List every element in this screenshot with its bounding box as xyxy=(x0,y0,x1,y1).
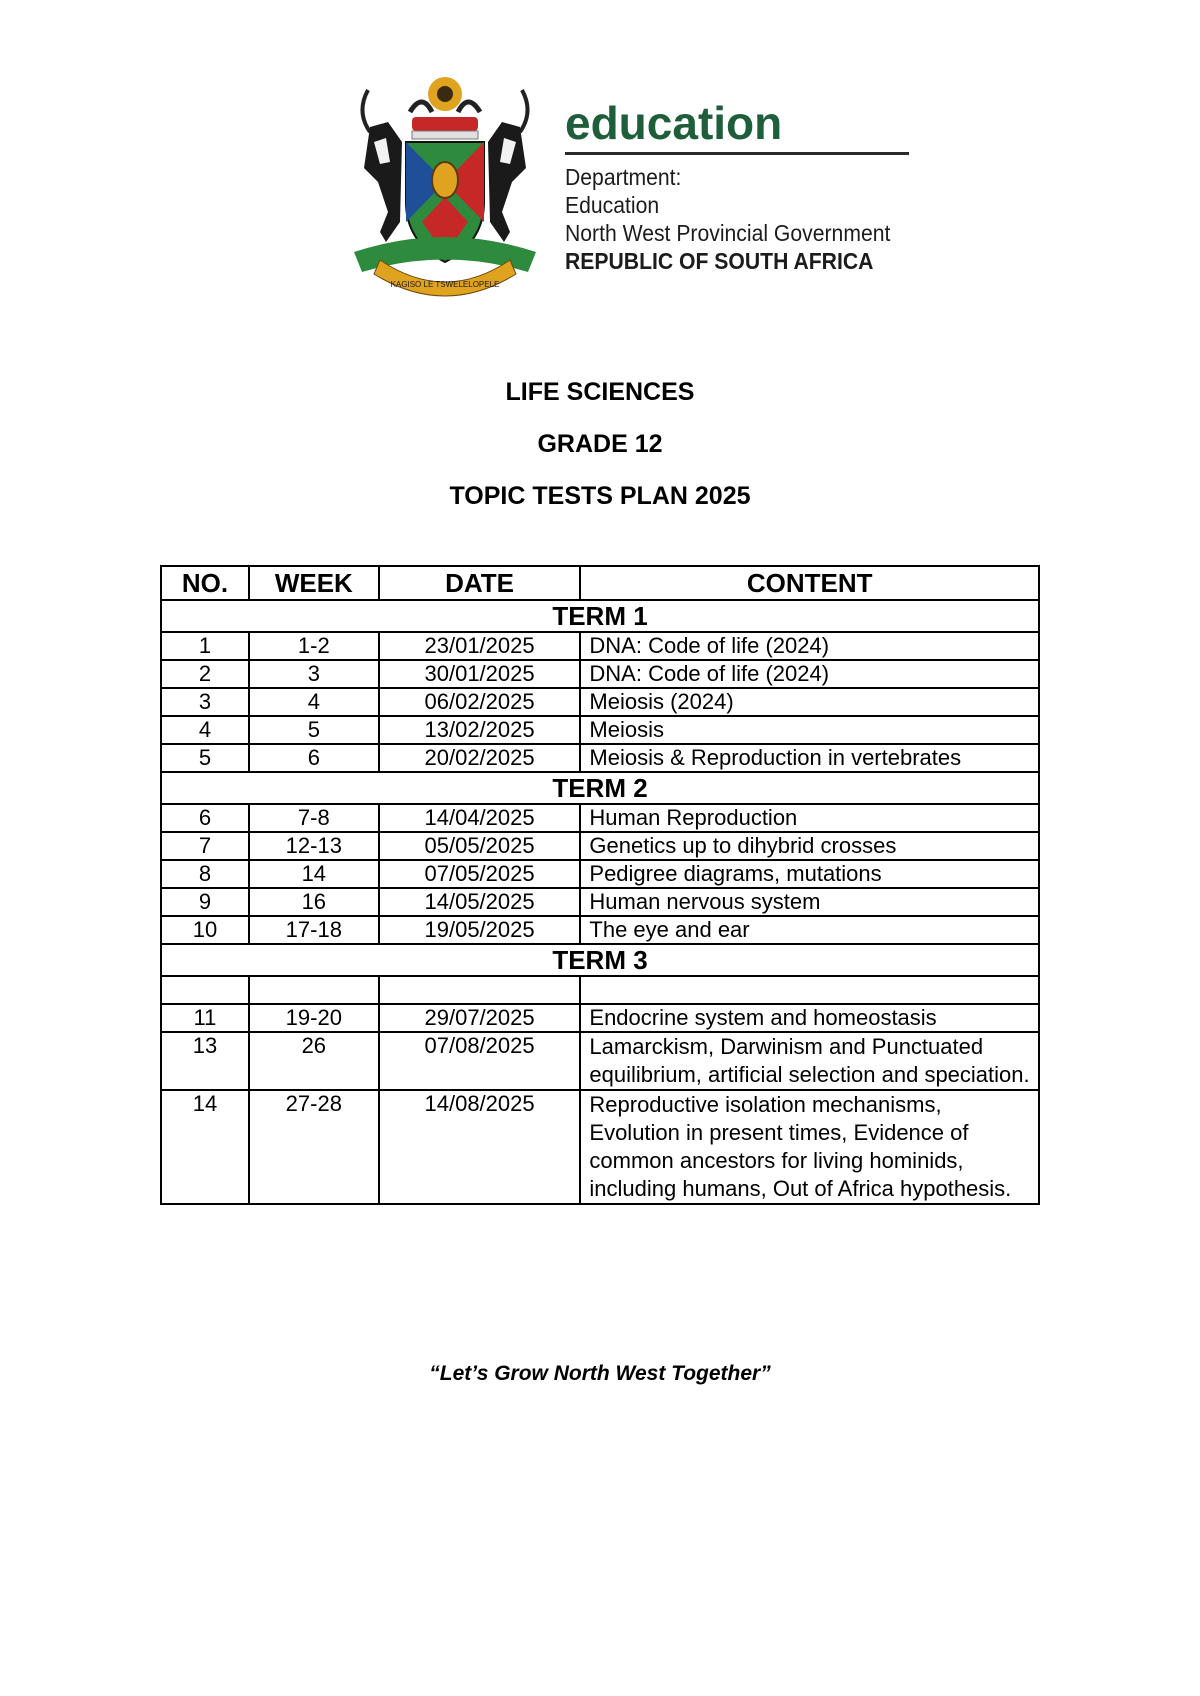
coat-of-arms-logo xyxy=(340,72,550,302)
department-label: Department: xyxy=(565,164,682,190)
table-row xyxy=(161,804,1039,832)
cell-date: 07/08/2025 xyxy=(379,1032,581,1090)
subject-title: LIFE SCIENCES xyxy=(505,378,695,406)
cell-no: 9 xyxy=(161,888,249,916)
cell-content: Endocrine system and homeostasis xyxy=(580,1004,1039,1032)
term-row xyxy=(161,600,1039,632)
document-titles xyxy=(0,366,1200,522)
table-row xyxy=(161,888,1039,916)
cell-no: 10 xyxy=(161,916,249,944)
table-row xyxy=(161,688,1039,716)
cell-content: Meiosis (2024) xyxy=(580,688,1039,716)
cell-date xyxy=(379,976,581,1004)
cell-week: 16 xyxy=(249,888,379,916)
table-header-row xyxy=(161,566,1039,600)
cell-no: 3 xyxy=(161,688,249,716)
cell-no: 6 xyxy=(161,804,249,832)
cell-content: Human Reproduction xyxy=(580,804,1039,832)
cell-content: Genetics up to dihybrid crosses xyxy=(580,832,1039,860)
cell-week xyxy=(249,976,379,1004)
cell-no xyxy=(161,976,249,1004)
cell-content: Lamarckism, Darwinism and Punctuated equilibrium, artificial selection and speciation. xyxy=(580,1032,1039,1090)
column-header-date: DATE xyxy=(379,566,581,600)
cell-date: 19/05/2025 xyxy=(379,916,581,944)
cell-no: 14 xyxy=(161,1090,249,1204)
cell-date: 30/01/2025 xyxy=(379,660,581,688)
table-row xyxy=(161,832,1039,860)
cell-week: 4 xyxy=(249,688,379,716)
cell-content: Human nervous system xyxy=(580,888,1039,916)
cell-no: 4 xyxy=(161,716,249,744)
cell-no: 8 xyxy=(161,860,249,888)
provincial-government: North West Provincial Government xyxy=(565,220,891,246)
cell-date: 23/01/2025 xyxy=(379,632,581,660)
cell-date: 13/02/2025 xyxy=(379,716,581,744)
term-label: TERM 2 xyxy=(161,772,1039,804)
cell-no: 7 xyxy=(161,832,249,860)
table-row-empty xyxy=(161,976,1039,1004)
column-header-week: WEEK xyxy=(249,566,379,600)
cell-date: 29/07/2025 xyxy=(379,1004,581,1032)
term-row xyxy=(161,944,1039,976)
column-header-content: CONTENT xyxy=(580,566,1039,600)
cell-week: 3 xyxy=(249,660,379,688)
cell-content: Reproductive isolation mechanisms, Evolution in present times, Evidence of common ancestors for living hominids, including humans, Out of Africa hypothesis. xyxy=(580,1090,1039,1204)
sunflower-icon xyxy=(428,77,462,111)
cell-content xyxy=(580,976,1039,1004)
cell-content: The eye and ear xyxy=(580,916,1039,944)
crest-motto: KAGISO LE TSWELELOPELE xyxy=(390,280,500,289)
wordmark-divider xyxy=(565,152,909,155)
cell-week: 26 xyxy=(249,1032,379,1090)
footer-motto: “Let’s Grow North West Together” xyxy=(429,1362,771,1385)
cell-date: 20/02/2025 xyxy=(379,744,581,772)
department-name: Education xyxy=(565,192,660,218)
cell-week: 5 xyxy=(249,716,379,744)
cell-no: 1 xyxy=(161,632,249,660)
term-label: TERM 1 xyxy=(161,600,1039,632)
republic-name: REPUBLIC OF SOUTH AFRICA xyxy=(565,248,874,274)
cell-content: Meiosis & Reproduction in vertebrates xyxy=(580,744,1039,772)
cell-date: 14/04/2025 xyxy=(379,804,581,832)
cell-no: 13 xyxy=(161,1032,249,1090)
cell-date: 14/08/2025 xyxy=(379,1090,581,1204)
cell-week: 7-8 xyxy=(249,804,379,832)
cell-no: 5 xyxy=(161,744,249,772)
grade-title: GRADE 12 xyxy=(537,430,663,458)
gemsbok-left-icon xyxy=(362,90,402,242)
cell-no: 11 xyxy=(161,1004,249,1032)
term-row xyxy=(161,772,1039,804)
cell-week: 12-13 xyxy=(249,832,379,860)
plan-title: TOPIC TESTS PLAN 2025 xyxy=(449,482,751,510)
cell-week: 17-18 xyxy=(249,916,379,944)
education-wordmark: education xyxy=(565,97,783,149)
cell-week: 14 xyxy=(249,860,379,888)
table-row xyxy=(161,660,1039,688)
gemsbok-right-icon xyxy=(488,90,528,242)
department-text-block xyxy=(565,97,919,275)
column-header-no: NO. xyxy=(161,566,249,600)
table-row xyxy=(161,1004,1039,1032)
cell-date: 05/05/2025 xyxy=(379,832,581,860)
table-row xyxy=(161,1090,1039,1204)
cell-content: DNA: Code of life (2024) xyxy=(580,660,1039,688)
table-row xyxy=(161,916,1039,944)
cell-date: 14/05/2025 xyxy=(379,888,581,916)
cell-content: DNA: Code of life (2024) xyxy=(580,632,1039,660)
tests-plan-table xyxy=(160,565,1040,1205)
department-header xyxy=(340,72,920,312)
table-row xyxy=(161,744,1039,772)
cell-week: 27-28 xyxy=(249,1090,379,1204)
table-row xyxy=(161,860,1039,888)
cell-week: 19-20 xyxy=(249,1004,379,1032)
cell-date: 07/05/2025 xyxy=(379,860,581,888)
table-row xyxy=(161,632,1039,660)
cell-date: 06/02/2025 xyxy=(379,688,581,716)
cell-content: Meiosis xyxy=(580,716,1039,744)
cell-week: 6 xyxy=(249,744,379,772)
cell-no: 2 xyxy=(161,660,249,688)
table-row xyxy=(161,1032,1039,1090)
cell-content: Pedigree diagrams, mutations xyxy=(580,860,1039,888)
cell-week: 1-2 xyxy=(249,632,379,660)
table-row xyxy=(161,716,1039,744)
term-label: TERM 3 xyxy=(161,944,1039,976)
